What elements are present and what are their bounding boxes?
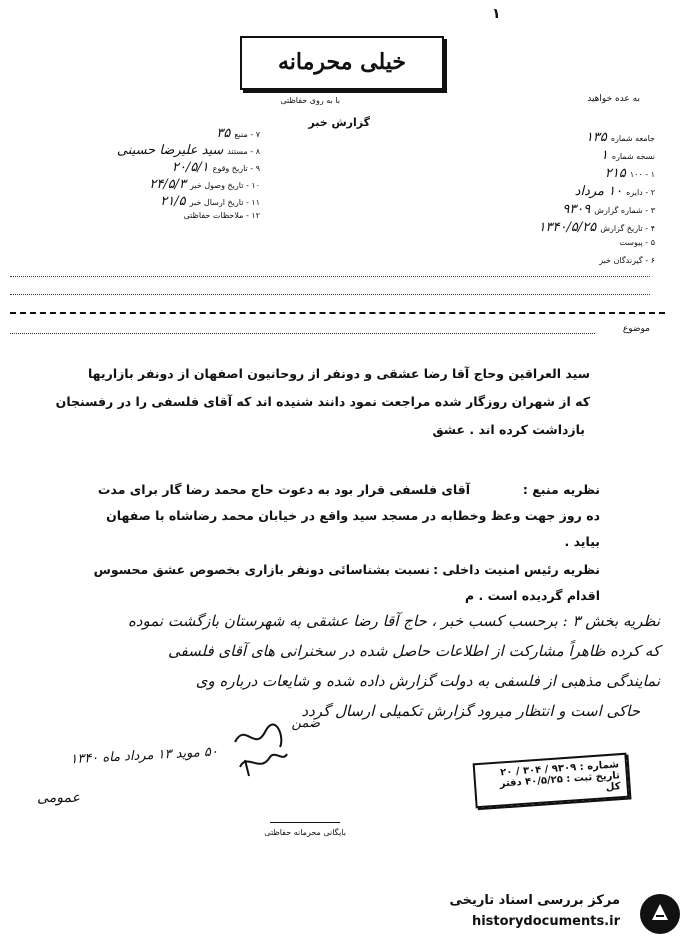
- field-label: ۲ - دایره: [626, 188, 655, 197]
- handwritten-line: حاکی است و انتظار میرود گزارش تکمیلی ارسال گردد: [301, 702, 640, 720]
- field-value: سید علیرضا حسینی: [116, 143, 224, 158]
- watermark-title: مرکز بررسی اسناد تاریخی: [449, 893, 620, 908]
- field-label: ۱ - ۱۰۰: [629, 170, 655, 179]
- field-row: [390, 148, 655, 166]
- field-label: ۳ - شماره گزارش: [594, 206, 655, 215]
- dotted-line: [10, 294, 650, 295]
- field-value: ۱: [600, 148, 608, 163]
- body-line: که از شهران روزگار شده مراجعت نمود دانند شنیده اند که آقای فلسفی را در رفسنجان: [55, 394, 590, 409]
- source-opinion-line: آقای فلسفی قرار بود به دعوت حاج محمد رضا گار برای مدت: [97, 482, 470, 497]
- source-opinion-label: نظریه منبع :: [522, 482, 600, 497]
- field-value: ۳۵: [216, 126, 231, 141]
- left-handwritten-note: ۵۰ موید ۱۳ مرداد ماه ۱۳۴۰: [69, 744, 219, 768]
- field-row: [20, 177, 260, 194]
- field-label: نسخه شماره: [611, 152, 655, 161]
- field-value: ۱۳۵: [585, 130, 607, 145]
- field-label: ۸ - مستند: [227, 147, 260, 156]
- field-row: [390, 166, 655, 184]
- field-label: ۱۱ - تاریخ ارسال خبر: [189, 198, 260, 207]
- body-line: سید العراقین وحاج آقا رضا عشقی و دونفر از روحانیون اصفهان از دونفر بازاریها: [87, 366, 590, 381]
- field-row: [20, 211, 260, 228]
- field-label: جامعه شماره: [610, 134, 655, 143]
- field-label: ۱۲ - ملاحظات حفاظتی: [183, 211, 260, 220]
- field-value: ۲۴/۵/۳: [149, 177, 187, 192]
- subject-label: موضوع: [622, 324, 650, 334]
- field-row: [390, 202, 655, 220]
- field-label: ۵ - پیوست: [619, 238, 655, 247]
- footer-subtitle: بایگانی محرمانه حفاظتی: [264, 828, 346, 837]
- field-value: ۲۰/۵/۱: [171, 160, 209, 175]
- footer-line: [270, 822, 340, 823]
- field-row: [390, 184, 655, 202]
- field-value: ۹۳۰۹: [562, 202, 591, 217]
- internal-security-line: اقدام گردیده است . م: [464, 588, 600, 603]
- archive-logo-icon: [640, 894, 680, 934]
- field-value: ۱۳۴۰/۵/۲۵: [538, 220, 597, 235]
- internal-security-line: نسبت بشناسائی دونفر بازاری بخصوص عشق محسوس: [93, 562, 430, 577]
- field-value: ۲۱/۵: [160, 194, 186, 209]
- watermark-url: historydocuments.ir: [471, 914, 620, 929]
- classification-subtitle: با به روی حفاظتی: [280, 96, 340, 105]
- classification-title: خیلی محرمانه: [240, 36, 444, 90]
- separator-line: [10, 312, 665, 314]
- header-left-label: به عده خواهید: [587, 94, 640, 104]
- field-row: [20, 143, 260, 160]
- internal-security-label: نظریه رئیس امنیت داخلی :: [433, 562, 600, 577]
- field-row: [390, 220, 655, 238]
- stamp-line: شماره : ۹۳۰۹ / ۳۰۴ / ۲۰: [499, 759, 620, 779]
- field-value: ۱۰ مرداد: [574, 184, 623, 199]
- page-number: ۱: [492, 6, 501, 22]
- stamp-line: تاریخ ثبت : ۴۰/۵/۲۵ دفتر کل: [499, 770, 621, 794]
- field-label: ۴ - تاریخ گزارش: [600, 224, 655, 233]
- field-label: ۶ - گیرندگان خبر: [599, 256, 655, 265]
- field-row: [390, 130, 655, 148]
- signature-mark: ضمن: [291, 716, 320, 731]
- handwritten-line: نظریه بخش ۳ : برحسب کسب خبر ، حاج آقا رضا عشقی به شهرستان بازگشت نموده: [127, 612, 660, 630]
- subject-dotted-line: [10, 333, 595, 334]
- body-line: بازداشت کرده اند . عشق: [432, 422, 585, 437]
- field-label: ۹ - تاریخ وقوع: [212, 164, 260, 173]
- source-opinion-line: ده روز جهت وعظ وخطابه در مسجد سید واقع در خیابان محمد رضاشاه با صفهان: [106, 508, 600, 523]
- left-handwritten-note-2: عمومی: [37, 790, 80, 806]
- left-fields: [20, 126, 260, 228]
- dotted-line: [10, 276, 650, 277]
- source-opinion-line: بیاید .: [564, 534, 600, 549]
- field-label: ۷ - منبع: [234, 130, 260, 139]
- handwritten-line: که کرده ظاهراً مشارکت از اطلاعات حاصل شده در سخنرانی های آقای فلسفی: [168, 642, 660, 660]
- field-row: [390, 256, 655, 274]
- report-title: گزارش خبر: [308, 116, 370, 129]
- registry-stamp: [473, 753, 630, 809]
- field-row: [20, 194, 260, 211]
- field-value: ۲۱۵: [604, 166, 626, 181]
- field-label: ۱۰ - تاریخ وصول خبر: [190, 181, 260, 190]
- field-row: [390, 238, 655, 256]
- handwritten-line: نمایندگی مذهبی از فلسفی به دولت گزارش داده شده و شایعات درباره وی: [195, 672, 660, 690]
- right-fields: [390, 130, 655, 274]
- field-row: [20, 160, 260, 177]
- field-row: [20, 126, 260, 143]
